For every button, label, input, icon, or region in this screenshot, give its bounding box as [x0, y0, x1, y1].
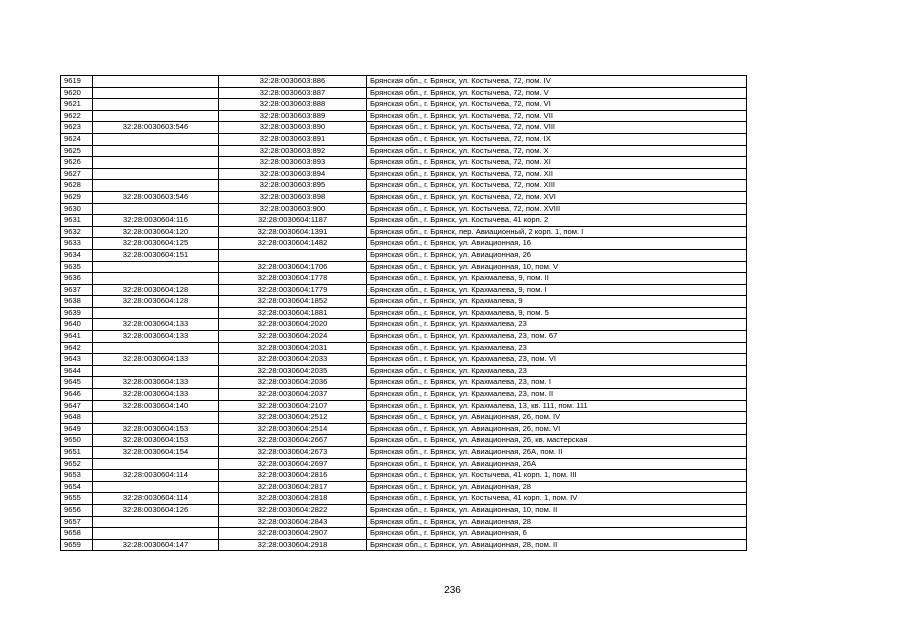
row-number-cell: 9619 — [61, 76, 93, 88]
cadastral-number-cell: 32:28:0030604:2907 — [219, 528, 367, 540]
parent-cadastral-cell: 32:28:0030604:154 — [93, 447, 219, 459]
address-cell: Брянская обл., г. Брянск, ул. Авиационная, 6 — [367, 528, 747, 540]
parent-cadastral-cell: 32:28:0030604:126 — [93, 504, 219, 516]
address-cell: Брянская обл., г. Брянск, ул. Крахмалева, 9 — [367, 296, 747, 308]
cadastral-number-cell: 32:28:0030603:888 — [219, 99, 367, 111]
cadastral-number-cell: 32:28:0030604:1482 — [219, 238, 367, 250]
registry-table-body — [61, 76, 747, 551]
row-number-cell: 9645 — [61, 377, 93, 389]
parent-cadastral-cell — [93, 145, 219, 157]
parent-cadastral-cell — [93, 99, 219, 111]
row-number-cell: 9644 — [61, 365, 93, 377]
parent-cadastral-cell: 32:28:0030604:147 — [93, 539, 219, 551]
table-row — [61, 377, 747, 389]
parent-cadastral-cell — [93, 307, 219, 319]
cadastral-number-cell: 32:28:0030604:2818 — [219, 493, 367, 505]
table-row — [61, 110, 747, 122]
table-row — [61, 203, 747, 215]
cadastral-number-cell: 32:28:0030604:1778 — [219, 273, 367, 285]
row-number-cell: 9656 — [61, 504, 93, 516]
row-number-cell: 9643 — [61, 354, 93, 366]
table-row — [61, 504, 747, 516]
parent-cadastral-cell — [93, 458, 219, 470]
cadastral-number-cell: 32:28:0030604:2031 — [219, 342, 367, 354]
row-number-cell: 9646 — [61, 389, 93, 401]
parent-cadastral-cell — [93, 412, 219, 424]
registry-table — [60, 75, 747, 551]
row-number-cell: 9658 — [61, 528, 93, 540]
table-row — [61, 447, 747, 459]
address-cell: Брянская обл., г. Брянск, ул. Костычева, 72, пом. XVI — [367, 191, 747, 203]
address-cell: Брянская обл., г. Брянск, ул. Авиационная, 26, пом. IV — [367, 412, 747, 424]
cadastral-number-cell: 32:28:0030603:895 — [219, 180, 367, 192]
cadastral-number-cell: 32:28:0030604:1187 — [219, 215, 367, 227]
parent-cadastral-cell: 32:28:0030604:133 — [93, 377, 219, 389]
row-number-cell: 9623 — [61, 122, 93, 134]
parent-cadastral-cell: 32:28:0030604:114 — [93, 493, 219, 505]
row-number-cell: 9637 — [61, 284, 93, 296]
cadastral-number-cell: 32:28:0030604:2843 — [219, 516, 367, 528]
cadastral-number-cell: 32:28:0030603:890 — [219, 122, 367, 134]
address-cell: Брянская обл., г. Брянск, ул. Авиационная, 16 — [367, 238, 747, 250]
row-number-cell: 9631 — [61, 215, 93, 227]
row-number-cell: 9625 — [61, 145, 93, 157]
parent-cadastral-cell: 32:28:0030604:133 — [93, 389, 219, 401]
parent-cadastral-cell — [93, 133, 219, 145]
cadastral-number-cell: 32:28:0030603:887 — [219, 87, 367, 99]
address-cell: Брянская обл., г. Брянск, ул. Авиационная, 10, пом. V — [367, 261, 747, 273]
parent-cadastral-cell — [93, 157, 219, 169]
address-cell: Брянская обл., г. Брянск, пер. Авиационный, 2 корп. 1, пом. I — [367, 226, 747, 238]
row-number-cell: 9648 — [61, 412, 93, 424]
parent-cadastral-cell — [93, 273, 219, 285]
table-row — [61, 423, 747, 435]
address-cell: Брянская обл., г. Брянск, ул. Авиационная, 28 — [367, 516, 747, 528]
address-cell: Брянская обл., г. Брянск, ул. Крахмалева, 9, пом. I — [367, 284, 747, 296]
parent-cadastral-cell: 32:28:0030604:133 — [93, 354, 219, 366]
row-number-cell: 9634 — [61, 249, 93, 261]
parent-cadastral-cell — [93, 203, 219, 215]
address-cell: Брянская обл., г. Брянск, ул. Крахмалева, 23 — [367, 365, 747, 377]
table-row — [61, 157, 747, 169]
parent-cadastral-cell: 32:28:0030604:114 — [93, 470, 219, 482]
parent-cadastral-cell — [93, 481, 219, 493]
parent-cadastral-cell: 32:28:0030603:546 — [93, 191, 219, 203]
table-row — [61, 261, 747, 273]
table-row — [61, 307, 747, 319]
address-cell: Брянская обл., г. Брянск, ул. Крахмалева, 23 — [367, 319, 747, 331]
parent-cadastral-cell: 32:28:0030604:133 — [93, 331, 219, 343]
table-row — [61, 273, 747, 285]
address-cell: Брянская обл., г. Брянск, ул. Костычева, 72, пом. VII — [367, 110, 747, 122]
cadastral-number-cell — [219, 249, 367, 261]
parent-cadastral-cell — [93, 110, 219, 122]
cadastral-number-cell: 32:28:0030604:1391 — [219, 226, 367, 238]
table-row — [61, 400, 747, 412]
row-number-cell: 9651 — [61, 447, 93, 459]
row-number-cell: 9629 — [61, 191, 93, 203]
table-row — [61, 539, 747, 551]
cadastral-number-cell: 32:28:0030604:2514 — [219, 423, 367, 435]
cadastral-number-cell: 32:28:0030604:1706 — [219, 261, 367, 273]
cadastral-number-cell: 32:28:0030604:2107 — [219, 400, 367, 412]
cadastral-number-cell: 32:28:0030603:892 — [219, 145, 367, 157]
table-row — [61, 99, 747, 111]
parent-cadastral-cell: 32:28:0030603:546 — [93, 122, 219, 134]
parent-cadastral-cell — [93, 180, 219, 192]
address-cell: Брянская обл., г. Брянск, ул. Авиационная, 26, кв. мастерская — [367, 435, 747, 447]
table-row — [61, 389, 747, 401]
cadastral-number-cell: 32:28:0030604:2036 — [219, 377, 367, 389]
table-row — [61, 331, 747, 343]
address-cell: Брянская обл., г. Брянск, ул. Крахмалева, 9, пом. II — [367, 273, 747, 285]
row-number-cell: 9633 — [61, 238, 93, 250]
address-cell: Брянская обл., г. Брянск, ул. Костычева, 41 корп. 2 — [367, 215, 747, 227]
parent-cadastral-cell: 32:28:0030604:153 — [93, 423, 219, 435]
address-cell: Брянская обл., г. Брянск, ул. Крахмалева, 23, пом. I — [367, 377, 747, 389]
row-number-cell: 9655 — [61, 493, 93, 505]
table-row — [61, 435, 747, 447]
address-cell: Брянская обл., г. Брянск, ул. Костычева, 72, пом. XI — [367, 157, 747, 169]
row-number-cell: 9654 — [61, 481, 93, 493]
cadastral-number-cell: 32:28:0030603:900 — [219, 203, 367, 215]
row-number-cell: 9653 — [61, 470, 93, 482]
row-number-cell: 9638 — [61, 296, 93, 308]
row-number-cell: 9621 — [61, 99, 93, 111]
cadastral-number-cell: 32:28:0030603:898 — [219, 191, 367, 203]
parent-cadastral-cell: 32:28:0030604:133 — [93, 319, 219, 331]
parent-cadastral-cell — [93, 76, 219, 88]
parent-cadastral-cell — [93, 261, 219, 273]
cadastral-number-cell: 32:28:0030604:2697 — [219, 458, 367, 470]
table-row — [61, 296, 747, 308]
table-row — [61, 133, 747, 145]
cadastral-number-cell: 32:28:0030604:2512 — [219, 412, 367, 424]
cadastral-number-cell: 32:28:0030604:2817 — [219, 481, 367, 493]
cadastral-number-cell: 32:28:0030604:1779 — [219, 284, 367, 296]
table-row — [61, 87, 747, 99]
address-cell: Брянская обл., г. Брянск, ул. Костычева, 72, пом. X — [367, 145, 747, 157]
address-cell: Брянская обл., г. Брянск, ул. Костычева, 72, пом. XVIII — [367, 203, 747, 215]
address-cell: Брянская обл., г. Брянск, ул. Крахмалева, 23, пом. VI — [367, 354, 747, 366]
cadastral-number-cell: 32:28:0030603:894 — [219, 168, 367, 180]
table-row — [61, 145, 747, 157]
parent-cadastral-cell: 32:28:0030604:153 — [93, 435, 219, 447]
table-row — [61, 481, 747, 493]
address-cell: Брянская обл., г. Брянск, ул. Авиационная, 28 — [367, 481, 747, 493]
address-cell: Брянская обл., г. Брянск, ул. Костычева, 72, пом. VI — [367, 99, 747, 111]
table-row — [61, 528, 747, 540]
cadastral-number-cell: 32:28:0030604:2037 — [219, 389, 367, 401]
cadastral-number-cell: 32:28:0030603:893 — [219, 157, 367, 169]
address-cell: Брянская обл., г. Брянск, ул. Авиационная, 28, пом. II — [367, 539, 747, 551]
table-row — [61, 516, 747, 528]
parent-cadastral-cell: 32:28:0030604:116 — [93, 215, 219, 227]
table-row — [61, 226, 747, 238]
address-cell: Брянская обл., г. Брянск, ул. Костычева, 72, пом. IV — [367, 76, 747, 88]
parent-cadastral-cell: 32:28:0030604:151 — [93, 249, 219, 261]
address-cell: Брянская обл., г. Брянск, ул. Костычева, 41 корп. 1, пом. IV — [367, 493, 747, 505]
cadastral-number-cell: 32:28:0030604:2667 — [219, 435, 367, 447]
row-number-cell: 9657 — [61, 516, 93, 528]
cadastral-number-cell: 32:28:0030604:2035 — [219, 365, 367, 377]
row-number-cell: 9642 — [61, 342, 93, 354]
cadastral-number-cell: 32:28:0030604:2673 — [219, 447, 367, 459]
cadastral-number-cell: 32:28:0030603:886 — [219, 76, 367, 88]
parent-cadastral-cell: 32:28:0030604:128 — [93, 284, 219, 296]
row-number-cell: 9627 — [61, 168, 93, 180]
table-row — [61, 493, 747, 505]
cadastral-number-cell: 32:28:0030604:2033 — [219, 354, 367, 366]
address-cell: Брянская обл., г. Брянск, ул. Костычева, 72, пом. IX — [367, 133, 747, 145]
cadastral-number-cell: 32:28:0030603:889 — [219, 110, 367, 122]
parent-cadastral-cell: 32:28:0030604:125 — [93, 238, 219, 250]
address-cell: Брянская обл., г. Брянск, ул. Костычева, 72, пом. VIII — [367, 122, 747, 134]
row-number-cell: 9647 — [61, 400, 93, 412]
address-cell: Брянская обл., г. Брянск, ул. Крахмалева, 23, пом. II — [367, 389, 747, 401]
table-row — [61, 168, 747, 180]
table-row — [61, 319, 747, 331]
table-row — [61, 458, 747, 470]
row-number-cell: 9624 — [61, 133, 93, 145]
parent-cadastral-cell — [93, 87, 219, 99]
table-row — [61, 470, 747, 482]
row-number-cell: 9649 — [61, 423, 93, 435]
parent-cadastral-cell — [93, 365, 219, 377]
row-number-cell: 9626 — [61, 157, 93, 169]
parent-cadastral-cell — [93, 528, 219, 540]
parent-cadastral-cell — [93, 342, 219, 354]
table-row — [61, 354, 747, 366]
parent-cadastral-cell: 32:28:0030604:120 — [93, 226, 219, 238]
row-number-cell: 9659 — [61, 539, 93, 551]
row-number-cell: 9650 — [61, 435, 93, 447]
table-row — [61, 342, 747, 354]
row-number-cell: 9652 — [61, 458, 93, 470]
table-row — [61, 76, 747, 88]
table-row — [61, 122, 747, 134]
table-row — [61, 215, 747, 227]
address-cell: Брянская обл., г. Брянск, ул. Крахмалева, 9, пом. 5 — [367, 307, 747, 319]
cadastral-number-cell: 32:28:0030604:2822 — [219, 504, 367, 516]
row-number-cell: 9630 — [61, 203, 93, 215]
row-number-cell: 9639 — [61, 307, 93, 319]
address-cell: Брянская обл., г. Брянск, ул. Авиационная, 26А, пом. II — [367, 447, 747, 459]
address-cell: Брянская обл., г. Брянск, ул. Авиационная, 10, пом. II — [367, 504, 747, 516]
row-number-cell: 9635 — [61, 261, 93, 273]
row-number-cell: 9632 — [61, 226, 93, 238]
table-row — [61, 365, 747, 377]
page-number: 236 — [444, 585, 461, 596]
row-number-cell: 9620 — [61, 87, 93, 99]
cadastral-number-cell: 32:28:0030604:2918 — [219, 539, 367, 551]
parent-cadastral-cell: 32:28:0030604:128 — [93, 296, 219, 308]
cadastral-number-cell: 32:28:0030604:2024 — [219, 331, 367, 343]
cadastral-number-cell: 32:28:0030603:891 — [219, 133, 367, 145]
address-cell: Брянская обл., г. Брянск, ул. Костычева, 41 корп. 1, пом. III — [367, 470, 747, 482]
address-cell: Брянская обл., г. Брянск, ул. Костычева, 72, пом. XIII — [367, 180, 747, 192]
address-cell: Брянская обл., г. Брянск, ул. Авиационная, 26А — [367, 458, 747, 470]
row-number-cell: 9628 — [61, 180, 93, 192]
cadastral-number-cell: 32:28:0030604:1881 — [219, 307, 367, 319]
row-number-cell: 9640 — [61, 319, 93, 331]
parent-cadastral-cell — [93, 168, 219, 180]
table-row — [61, 412, 747, 424]
address-cell: Брянская обл., г. Брянск, ул. Авиационная, 26 — [367, 249, 747, 261]
table-row — [61, 238, 747, 250]
row-number-cell: 9641 — [61, 331, 93, 343]
row-number-cell: 9636 — [61, 273, 93, 285]
table-row — [61, 249, 747, 261]
address-cell: Брянская обл., г. Брянск, ул. Авиационная, 26, пом. VI — [367, 423, 747, 435]
cadastral-number-cell: 32:28:0030604:2816 — [219, 470, 367, 482]
row-number-cell: 9622 — [61, 110, 93, 122]
table-row — [61, 180, 747, 192]
parent-cadastral-cell: 32:28:0030604:140 — [93, 400, 219, 412]
address-cell: Брянская обл., г. Брянск, ул. Костычева, 72, пом. XII — [367, 168, 747, 180]
parent-cadastral-cell — [93, 516, 219, 528]
address-cell: Брянская обл., г. Брянск, ул. Крахмалева, 23 — [367, 342, 747, 354]
address-cell: Брянская обл., г. Брянск, ул. Крахмалева, 23, пом. 67 — [367, 331, 747, 343]
cadastral-number-cell: 32:28:0030604:2020 — [219, 319, 367, 331]
table-row — [61, 284, 747, 296]
address-cell: Брянская обл., г. Брянск, ул. Костычева, 72, пом. V — [367, 87, 747, 99]
address-cell: Брянская обл., г. Брянск, ул. Крахмалева, 13, кв. 111, пом. 111 — [367, 400, 747, 412]
cadastral-number-cell: 32:28:0030604:1852 — [219, 296, 367, 308]
table-row — [61, 191, 747, 203]
